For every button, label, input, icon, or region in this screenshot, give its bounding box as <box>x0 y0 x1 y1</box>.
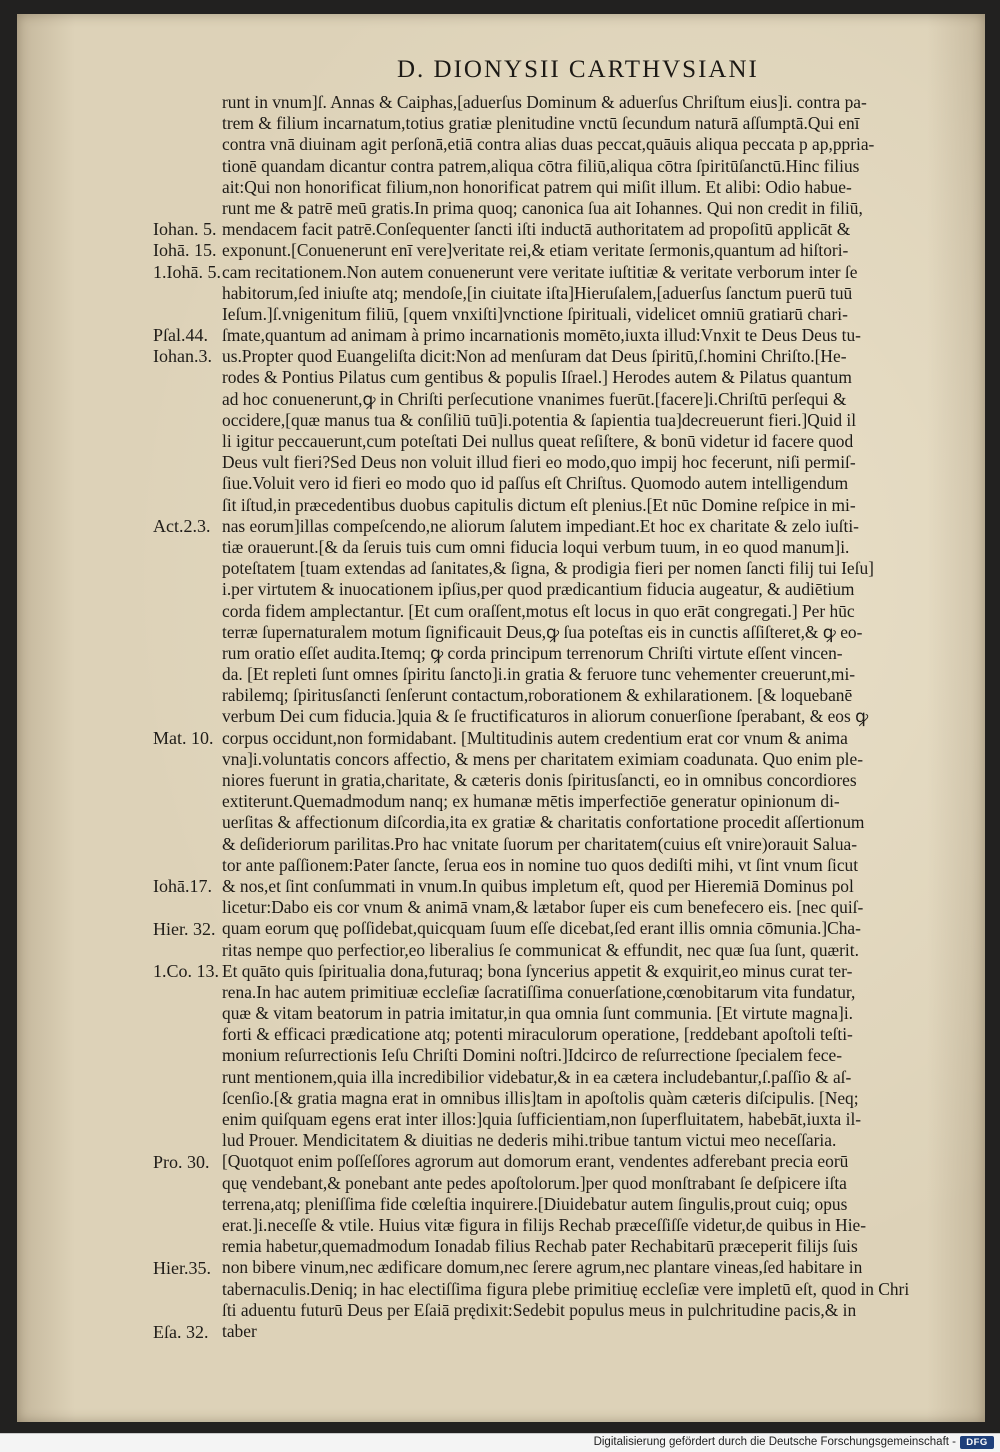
margin-note: 1.Co. 13. <box>153 961 220 982</box>
text-line: & deſideriorum parilitas.Pro hac vnitate ſuorum per charitatem(cuius eſt vnire)orauit Salua- <box>222 833 858 854</box>
text-line: tionē quandam dicantur contra patrem,aliqua cōtra filiū,aliqua cōtra ſpiritūſanctū.Hinc filius <box>222 155 860 176</box>
text-line: ſcenſio.[& gratia magna erat in omnibus illis]tam in apoſtolis quàm cæteris diſcipulis. [Neq; <box>222 1087 859 1108</box>
text-line: ſit iſtud,in præcedentibus duobus capitulis dictum eſt plenius.[Et nūc Domine reſpice in mi- <box>222 494 856 515</box>
text-line: rabilemq; ſpiritusſancti ſenſerunt contactum,roborationem & exhilarationem. [& loquebanē <box>222 685 853 706</box>
text-line: quam eorum quę poſſidebat,quicquam ſuum eſſe dicebat,ſed erant illis omnia cōmunia.]Cha- <box>222 918 861 939</box>
margin-note: Iohā.17. <box>153 876 212 897</box>
text-line: remia habetur,quemadmodum Ionadab filius Rechab pater Rechabitarū præceperit filijs ſuis <box>222 1236 858 1257</box>
funding-notice: Digitalisierung gefördert durch die Deutsche Forschungsgemeinschaft - <box>593 1436 956 1448</box>
margin-note: 1.Iohā. 5. <box>153 261 221 282</box>
text-line: trem & filium incarnatum,totius gratiæ plenitudine vnctū ſecundum naturā aſſumptā.Qui enī <box>222 113 860 134</box>
text-line: runt mentionem,quia illa incredibilior videbatur,& in ea cætera includebantur,ſ.paſſio & aſ- <box>222 1066 852 1087</box>
text-line: nas eorum]illas compeſcendo,ne aliorum ſalutem impediant.Et hoc ex charitate & zelo iuſti- <box>222 515 859 536</box>
text-line: li igitur peccauerunt,cum poteſtati Dei nullus queat reſiſtere, & bonū videtur id facere quod <box>222 431 854 451</box>
margin-note: Hier. 32. <box>153 918 216 939</box>
text-line: corda fidem amplectantur. [Et cum oraſſent,motus eſt locus in quo erāt congregati.] Per hūc <box>222 600 855 621</box>
margin-note: Mat. 10. <box>153 728 214 748</box>
text-line: mendacem facit patrē.Conſequenter ſancti iſti inductā authoritatem ad propoſitū applicāt & <box>222 219 851 240</box>
text-line: quę vendebant,& ponebant ante pedes apoſtolorum.]per quod monſtrabant ſe deſpicere iſta <box>222 1172 847 1193</box>
margin-note: Iohan.3. <box>153 346 212 367</box>
body-text <box>222 92 982 1342</box>
margin-note: Pſal.44. <box>153 325 209 346</box>
text-line: corpus occidunt,non formidabant. [Multitudinis autem credentium erat cor vnum & anima <box>222 727 848 748</box>
text-line: da. [Et repleti ſunt omnes ſpiritu ſancto]i.in gratia & feruore tunc vehementer creuerunt,mi- <box>222 664 856 685</box>
text-line: niores fuerunt in gratia,charitate, & cæteris donis ſpiritusſancti, eo in omnibus concordiores <box>222 770 857 790</box>
text-line: verbum Dei cum fiducia.]quia & ſe fructificaturos in aliorum conuerſione ſperabant, & eos ꝙ <box>222 706 869 727</box>
text-line: ritas nempe quo perfectior,eo liberalius ſe communicat & effundit, nec quæ ſua ſunt, quærit. <box>222 939 859 960</box>
text-line: Et quāto quis ſpiritualia dona,futuraq; bona ſyncerius appetit & exquirit,eo minus curat ter- <box>222 960 853 981</box>
text-line: cam recitationem.Non autem conuenerunt vere veritate iuſtitiæ & veritate verborum inter ſe <box>222 261 858 282</box>
text-line: licetur:Dabo eis cor vnum & animā vnam,& lætabor ſuper eis cum benefecero eis. [nec quiſ- <box>222 897 864 918</box>
text-line: terrena,atq; pleniſſima fide cœleſtia inquirere.[Diuidebatur autem ſingulis,prout cuiq; opus <box>222 1193 848 1214</box>
text-line: tiæ orauerunt.[& da ſeruis tuis cum omni fiducia loqui verbum tuum, in eo quod manum]i. <box>222 536 850 557</box>
text-line: erat.]i.neceſſe & vtile. Huius vitæ figura in filijs Rechab præceſſiſſe videtur,de quibus in Hie- <box>222 1214 867 1235</box>
text-line: terræ ſupernaturalem motum ſignificauit Deus,ꝙ ſua poteſtas eis in cunctis aſſiſteret,& ꝙ eo- <box>222 621 863 642</box>
text-line: exponunt.[Conuenerunt enī vere]veritate rei,& etiam veritate ſermonis,quantum ad hiſtori- <box>222 240 849 261</box>
text-line: & nos,et ſint conſummati in vnum.In quibus impletum eſt, quod per Hieremiā Dominus pol <box>222 875 854 896</box>
text-line: us.Propter quod Euangeliſta dicit:Non ad menſuram dat Deus ſpiritū,ſ.homini Chriſto.[He- <box>222 346 847 367</box>
text-line: extiterunt.Quemadmodum nanq; ex humanæ mētis imperfectiōe generatur opinionum di- <box>222 791 840 812</box>
text-line: runt in vnum]ſ. Annas & Caiphas,[aduerſus Dominum & aduerſus Chriſtum eius]i. contra pa- <box>222 92 867 112</box>
text-line: tor ante paſſionem:Pater ſancte, ſerua eos in nomine tuo quos dediſti mihi, vt ſint vnum ſicut <box>222 854 859 875</box>
book-page <box>17 14 985 1422</box>
text-line: [Quotquot enim poſſeſſores agrorum aut domorum erant, vendentes adferebant precia eorū <box>222 1151 849 1172</box>
margin-note: Act.2.3. <box>153 516 211 536</box>
text-line: quæ & vitam beatorum in patria imitatur,in qua omnia ſunt communia. [Et virtute magna]i. <box>222 1003 854 1024</box>
text-line: Ieſum.]ſ.vnigenitum filiū, [quem vnxiſti]vnctione ſpirituali, videlicet omniū gratiarū chari- <box>222 303 848 324</box>
margin-note: Hier.35. <box>153 1258 211 1278</box>
text-line: monium reſurrectionis Ieſu Chriſti Domini noſtri.]Idcirco de reſurrectione ſpecialem fece- <box>222 1045 843 1066</box>
margin-note: Eſa. 32. <box>153 1321 209 1342</box>
text-line: rena.In hac autem primitiuæ eccleſiæ ſacratiſſima conuerſatione,cœnobitarum vita fundatur, <box>222 981 856 1002</box>
text-line: ſiue.Voluit vero id fieri eo modo quo id paſſus eſt Chriſtus. Quomodo autem intelligendum <box>222 473 849 494</box>
text-line: rum oratio eſſet audita.Itemq; ꝙ corda principum terrenorum Chriſti virtute eſſent vincen- <box>222 642 843 663</box>
text-line: ſmate,quantum ad animam à primo incarnationis momēto,iuxta illud:Vnxit te Deus Deus tu- <box>222 325 861 346</box>
text-line: ſti aduentu futurū Deus per Eſaiā prędixit:Sedebit populus meus in pulchritudine pacis,& in <box>222 1299 857 1320</box>
text-line: forti & efficaci prædicatione atq; potenti miraculorum operatione, [reddebant apoſtoli teſti- <box>222 1024 853 1045</box>
text-line: vna]i.voluntatis concors affectio, & mens per charitatem eximiam coadunata. Quo enim ple- <box>222 748 863 769</box>
footer-bar <box>0 1433 1000 1452</box>
text-line: occidere,[quæ manus tua & conſiliū tuū]i.potentia & ſapientia tua]decreuerunt fieri.]Quid il <box>222 409 857 430</box>
text-line: ad hoc conuenerunt,ꝙ in Chriſti perſecutione vnanimes fuerūt.[facere]i.Chriſtū perſequi & <box>222 388 847 409</box>
text-line: uerſitas & affectionum diſcordia,ita ex gratiæ & charitatis confortatione procedit aſſertionum <box>222 812 865 833</box>
text-line: non bibere vinum,nec ædificare domum,nec ſerere agrum,nec plantare vineas,ſed habitare in <box>222 1257 863 1278</box>
text-line: runt me & patrē meū gratis.In prima quoq; canonica ſua ait Iohannes. Qui non credit in filiū, <box>222 197 863 218</box>
dfg-logo: DFG <box>960 1436 994 1449</box>
text-line: taber <box>222 1320 257 1341</box>
margin-note: Iohā. 15. <box>153 240 217 261</box>
text-line: contra vnā diuinam agit perſonā,etiā contra alias duas peccat,quāuis aliqua peccata p ap,ppria- <box>222 134 875 155</box>
text-line: habitorum,ſed iniuſte atq; mendoſe,[in ciuitate iſta]Hieruſalem,[aduerſus ſanctum puerū tuū <box>222 282 853 303</box>
text-line: poteſtatem [tuam extendas ad ſanitates,& ſigna, & prodigia fieri per nomen ſancti filij tui Ieſu] <box>222 558 874 579</box>
text-line: tabernaculis.Deniq; in hac electiſſima figura plebe primitiuę eccleſiæ vere impletū eſt, quod in Chri <box>222 1278 910 1299</box>
text-line: rodes & Pontius Pilatus cum gentibus & populis Iſrael.] Herodes autem & Pilatus quantum <box>222 367 852 388</box>
text-line: ait:Qui non honorificat filium,non honorificat patrem qui miſit illum. Et alibi: Odio habue- <box>222 176 852 197</box>
text-line: lud Prouer. Mendicitatem & diuitias ne dederis mihi.tribue tantum victui meo neceſſaria. <box>222 1130 837 1151</box>
margin-note: Pro. 30. <box>153 1152 210 1172</box>
margin-note: Iohan. 5. <box>153 219 217 240</box>
text-line: enim quiſquam egens erat inter illos:]quia ſufficientiam,non ſuperfluitatem, habebāt,iuxta il- <box>222 1109 862 1129</box>
text-line: Deus vult fieri?Sed Deus non voluit illud fieri eo modo,quo impij hoc fecerunt, niſi permiſ- <box>222 452 856 473</box>
text-line: i.per virtutem & inuocationem ipſius,per quod prædicantium fiducia augeatur, & audiētium <box>222 579 855 600</box>
running-head: D. DIONYSII CARTHVSIANI <box>397 56 759 83</box>
